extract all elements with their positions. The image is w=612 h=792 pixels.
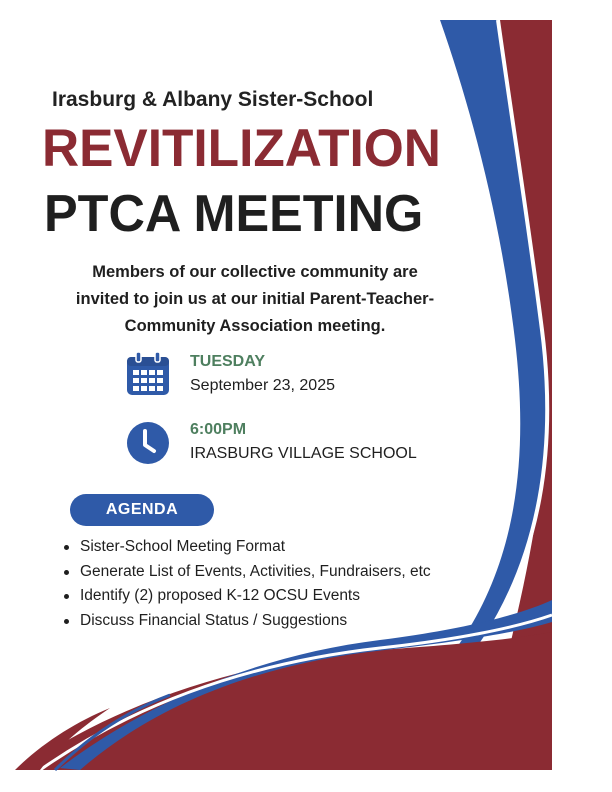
- agenda-label: AGENDA: [70, 494, 214, 526]
- agenda-item: Sister-School Meeting Format: [62, 535, 431, 560]
- event-time: 6:00PM: [190, 421, 247, 438]
- agenda-item: Identify (2) proposed K-12 OCSU Events: [62, 584, 431, 609]
- title-ptca-meeting: PTCA MEETING: [44, 185, 424, 243]
- title-revitilization: REVITILIZATION: [42, 119, 441, 178]
- intro-line-3: Community Association meeting.: [124, 317, 386, 335]
- agenda-list: [62, 535, 431, 633]
- school-subtitle: Irasburg & Albany Sister-School: [52, 88, 374, 111]
- event-day: TUESDAY: [190, 353, 265, 370]
- intro-line-2: invited to join us at our initial Parent-Teacher-: [75, 290, 435, 308]
- calendar-icon: [125, 351, 171, 397]
- event-location: IRASBURG VILLAGE SCHOOL: [190, 445, 417, 462]
- intro-line-1: Members of our collective community are: [92, 263, 418, 281]
- intro-text: [20, 259, 490, 340]
- clock-icon: [125, 420, 171, 466]
- event-date: September 23, 2025: [190, 377, 335, 394]
- agenda-item: Generate List of Events, Activities, Fundraisers, etc: [62, 560, 431, 585]
- agenda-item: Discuss Financial Status / Suggestions: [62, 609, 431, 634]
